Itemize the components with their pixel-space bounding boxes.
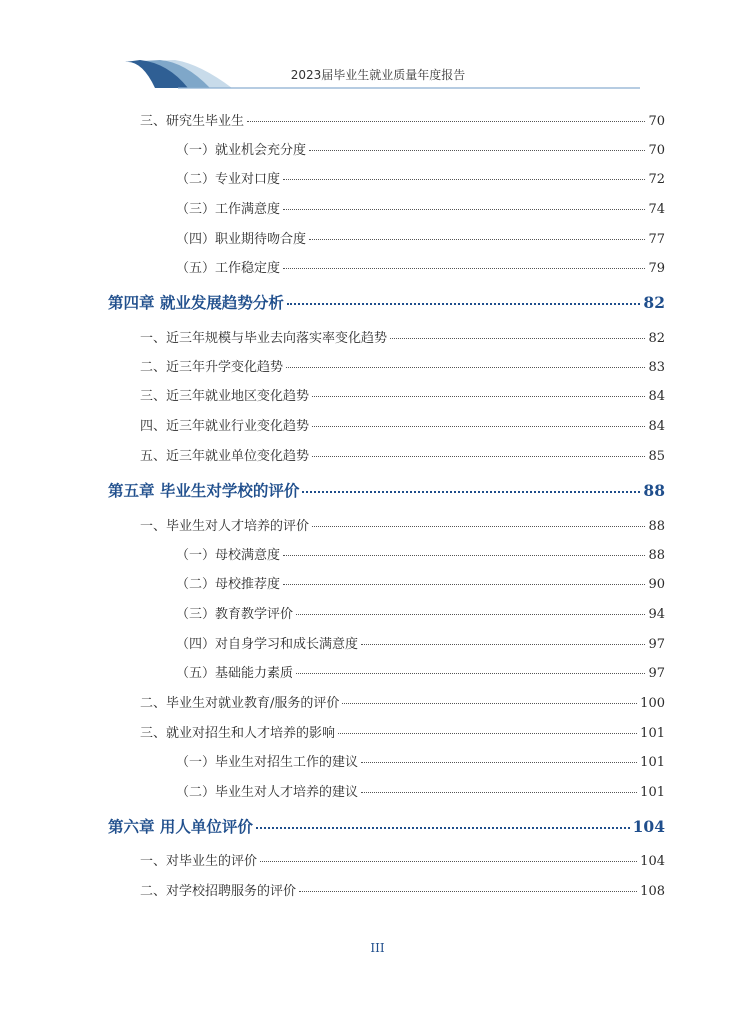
toc-entry-page: 88 [648, 548, 665, 563]
toc-leader-dots [247, 121, 645, 122]
toc-entry[interactable] [176, 662, 665, 681]
toc-leader-dots [287, 303, 641, 305]
toc-entry-page: 97 [648, 666, 665, 681]
toc-leader-dots [338, 733, 637, 734]
toc-entry[interactable] [140, 327, 665, 346]
toc-entry-label: （四）职业期待吻合度 [176, 232, 307, 247]
page-header [0, 0, 755, 100]
toc-entry[interactable] [140, 515, 665, 534]
toc-entry-page: 82 [648, 331, 665, 346]
toc-leader-dots [302, 491, 640, 493]
toc-entry-page: 77 [648, 232, 665, 247]
toc-entry[interactable] [140, 356, 665, 375]
toc-entry-page: 104 [632, 817, 665, 836]
toc-leader-dots [309, 150, 645, 151]
toc-entry-page: 70 [648, 114, 665, 129]
toc-entry-label: 二、近三年升学变化趋势 [140, 360, 284, 375]
toc-entry-label: 一、毕业生对人才培养的评价 [140, 519, 310, 534]
toc-entry-page: 70 [648, 143, 665, 158]
toc-entry-page: 74 [648, 202, 665, 217]
toc-entry[interactable] [176, 633, 665, 652]
toc-entry-label: （四）对自身学习和成长满意度 [176, 637, 359, 652]
toc-leader-dots [296, 614, 645, 615]
toc-leader-dots [312, 396, 645, 397]
toc-leader-dots [256, 827, 630, 829]
toc-leader-dots [283, 584, 645, 585]
toc-chapter-entry[interactable] [108, 479, 665, 501]
toc-entry[interactable] [140, 880, 665, 899]
toc-entry-label: （二）毕业生对人才培养的建议 [176, 785, 359, 800]
toc-leader-dots [312, 456, 645, 457]
header-title: 2023届毕业生就业质量年度报告 [290, 68, 466, 82]
toc-entry[interactable] [140, 110, 665, 129]
toc-entry-page: 94 [648, 607, 665, 622]
toc-entry-page: 101 [640, 785, 665, 800]
toc-entry-page: 79 [648, 261, 665, 276]
toc-entry[interactable] [176, 228, 665, 247]
toc-entry-label: （二）专业对口度 [176, 172, 281, 187]
toc-entry-label: （五）基础能力素质 [176, 666, 294, 681]
toc-entry[interactable] [140, 850, 665, 869]
toc-chapter-entry[interactable] [108, 291, 665, 313]
toc-entry-page: 82 [643, 293, 665, 312]
toc-entry-label: 第四章 就业发展趋势分析 [108, 293, 284, 312]
toc-entry[interactable] [176, 168, 665, 187]
toc-entry[interactable] [140, 722, 665, 741]
toc-entry-page: 108 [640, 884, 665, 899]
toc-entry[interactable] [140, 445, 665, 464]
toc-leader-dots [283, 268, 645, 269]
toc-leader-dots [283, 555, 645, 556]
toc-entry-label: （二）母校推荐度 [176, 577, 281, 592]
toc-entry[interactable] [176, 781, 665, 800]
toc-entry-label: （一）就业机会充分度 [176, 143, 307, 158]
toc-entry-page: 85 [648, 449, 665, 464]
toc-entry-page: 88 [648, 519, 665, 534]
toc-entry-page: 101 [640, 726, 665, 741]
toc-leader-dots [312, 426, 645, 427]
toc-entry[interactable] [140, 415, 665, 434]
toc-entry-label: 第六章 用人单位评价 [108, 817, 253, 836]
toc-entry-label: 三、近三年就业地区变化趋势 [140, 389, 310, 404]
toc-leader-dots [361, 644, 645, 645]
toc-entry-label: 五、近三年就业单位变化趋势 [140, 449, 310, 464]
toc-entry[interactable] [176, 573, 665, 592]
toc-leader-dots [260, 861, 637, 862]
toc-leader-dots [283, 179, 645, 180]
toc-entry-label: 第五章 毕业生对学校的评价 [108, 481, 300, 500]
toc-leader-dots [361, 762, 637, 763]
toc-entry[interactable] [176, 751, 665, 770]
toc-leader-dots [286, 367, 645, 368]
toc-entry-page: 83 [648, 360, 665, 375]
toc-entry[interactable] [176, 544, 665, 563]
toc-entry[interactable] [176, 139, 665, 158]
page-number: III [370, 941, 385, 955]
toc-entry-label: 一、近三年规模与毕业去向落实率变化趋势 [140, 331, 388, 346]
toc-entry[interactable] [176, 257, 665, 276]
toc-leader-dots [361, 792, 637, 793]
toc-leader-dots [312, 526, 645, 527]
toc-entry-label: 一、对毕业生的评价 [140, 854, 258, 869]
toc-entry-page: 84 [648, 389, 665, 404]
toc-entry-page: 100 [640, 696, 665, 711]
toc-leader-dots [283, 209, 645, 210]
toc-entry-page: 88 [643, 481, 665, 500]
toc-entry-page: 84 [648, 419, 665, 434]
toc-entry[interactable] [176, 603, 665, 622]
toc-entry-page: 90 [648, 577, 665, 592]
toc-chapter-entry[interactable] [108, 815, 665, 837]
toc-entry-label: （三）教育教学评价 [176, 607, 294, 622]
toc-leader-dots [299, 891, 637, 892]
toc-entry-page: 104 [640, 854, 665, 869]
toc-entry-page: 97 [648, 637, 665, 652]
toc-entry-label: 四、近三年就业行业变化趋势 [140, 419, 310, 434]
toc-entry-label: （一）母校满意度 [176, 548, 281, 563]
toc-entry-label: 三、研究生毕业生 [140, 114, 245, 129]
toc-leader-dots [390, 338, 645, 339]
toc-entry-label: （三）工作满意度 [176, 202, 281, 217]
toc-entry-page: 101 [640, 755, 665, 770]
toc-leader-dots [296, 673, 645, 674]
toc-entry[interactable] [176, 198, 665, 217]
toc-entry-label: 二、毕业生对就业教育/服务的评价 [140, 696, 340, 711]
toc-entry-label: （一）毕业生对招生工作的建议 [176, 755, 359, 770]
toc-entry-page: 72 [648, 172, 665, 187]
toc-entry[interactable] [140, 385, 665, 404]
toc-entry-label: 二、对学校招聘服务的评价 [140, 884, 297, 899]
toc-entry-label: 三、就业对招生和人才培养的影响 [140, 726, 336, 741]
toc-leader-dots [309, 239, 645, 240]
header-decoration [0, 0, 755, 100]
toc-leader-dots [342, 703, 637, 704]
toc-entry[interactable] [140, 692, 665, 711]
toc-entry-label: （五）工作稳定度 [176, 261, 281, 276]
